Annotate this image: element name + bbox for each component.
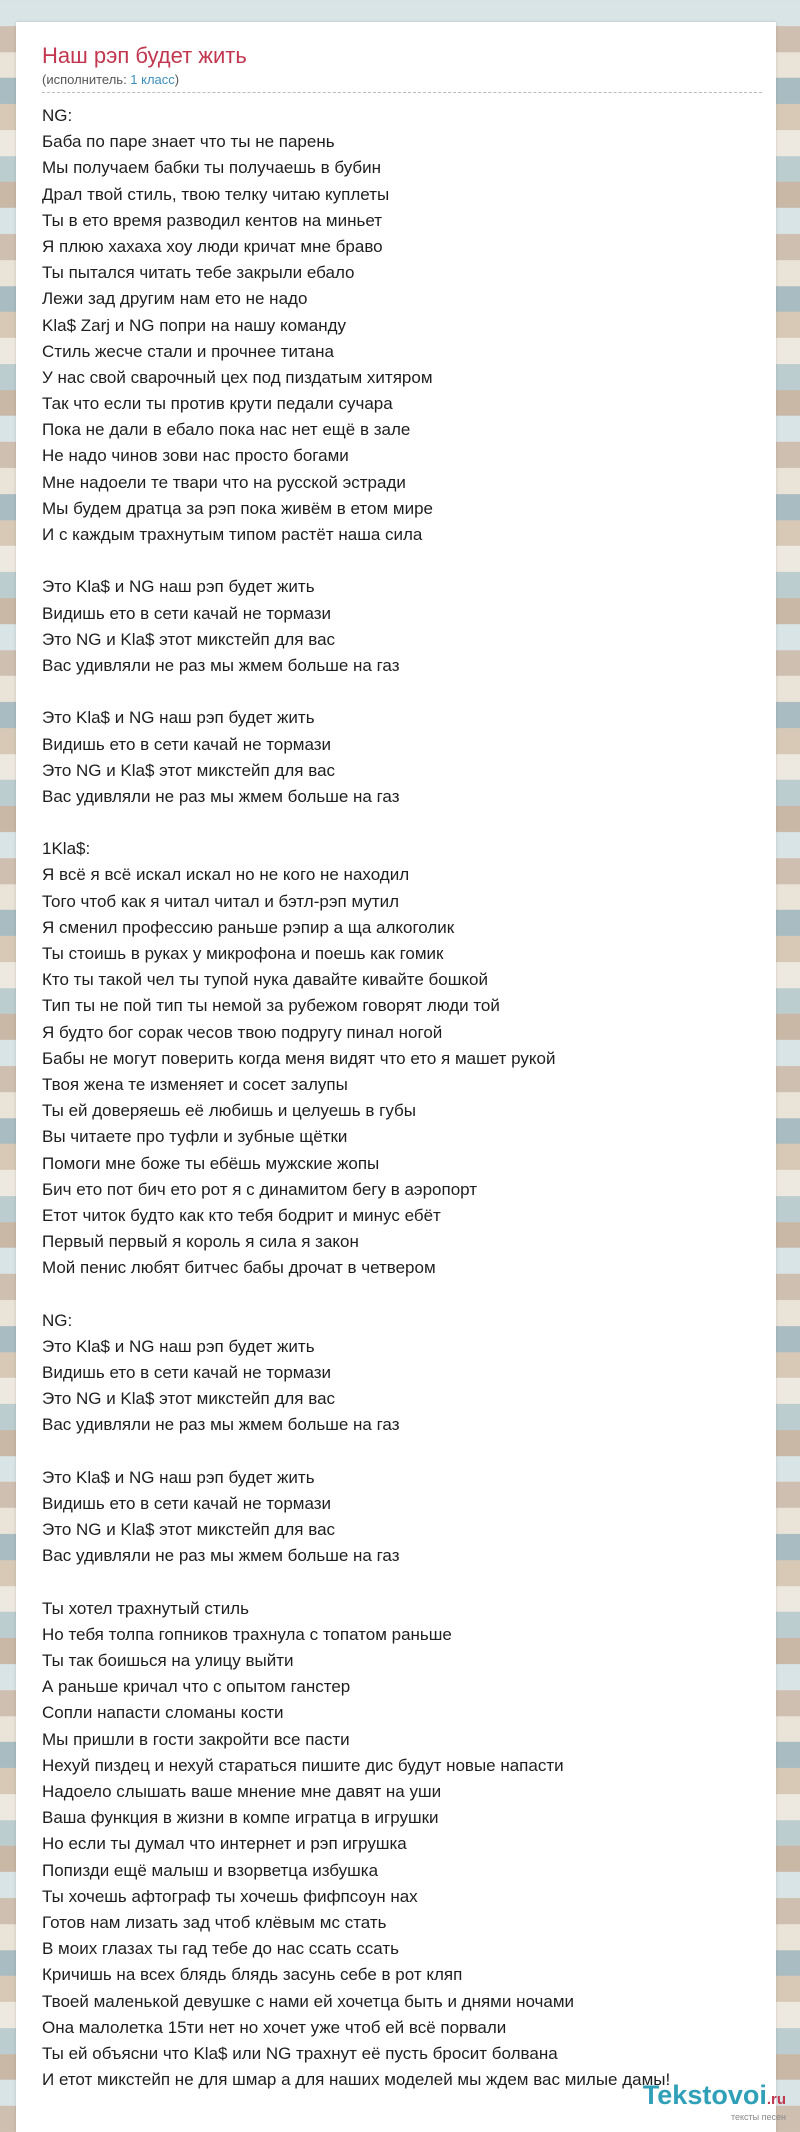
lyric-line: Кричишь на всех блядь блядь засунь себе в рот кляп <box>42 1965 463 1985</box>
logo-suffix: .ru <box>766 2091 786 2108</box>
blank-line <box>42 1570 800 1596</box>
lyric-line: И с каждым трахнутым типом растёт наша сила <box>42 525 423 544</box>
lyric-line: Видишь ето в сети качай не тормази <box>42 1493 332 1513</box>
lyric-line: Мне надоели те твари что на русской эстради <box>42 472 406 492</box>
performer-suffix: ) <box>174 72 180 87</box>
lyric-line: Первый первый я король я сила я закон <box>42 1232 359 1252</box>
performer-line <box>42 72 750 88</box>
lyric-line: Это NG и Kla$ этот микстейп для вас <box>42 629 336 649</box>
lyric-line: NG: <box>42 106 73 125</box>
lyric-line: Сопли напасти сломаны кости <box>42 1703 284 1723</box>
lyric-line: Мы получаем бабки ты получаешь в бубин <box>42 158 382 178</box>
lyric-line: Баба по паре знает что ты не парень <box>42 132 335 152</box>
lyric-line: Вы читаете про туфли и зубные щётки <box>42 1127 348 1147</box>
lyric-line: Твоей маленькой девушке с нами ей хочетца быть и днями ночами <box>42 1991 575 2011</box>
lyric-line: Стиль жесче стали и прочнее титана <box>42 341 334 361</box>
lyric-line: Это NG и Kla$ этот микстейп для вас <box>42 1389 336 1409</box>
lyric-line: Не надо чинов зови нас просто богами <box>42 446 349 466</box>
lyric-line: Вас удивляли не раз мы жмем больше на газ <box>42 786 400 806</box>
lyric-line: Того чтоб как я читал читал и бэтл-рэп мутил <box>42 891 400 911</box>
lyric-line: Бич ето пот бич ето рот я с динамитом бегу в аэропорт <box>42 1179 478 1199</box>
lyric-line: Ты так боишься на улицу выйти <box>42 1651 294 1671</box>
dashed-divider <box>42 92 762 93</box>
blank-line <box>42 1281 800 1307</box>
lyric-line: Етот читок будто как кто тебя бодрит и минус ебёт <box>42 1205 441 1225</box>
site-logo[interactable] <box>643 2081 786 2122</box>
lyric-line: Это NG и Kla$ этот микстейп для вас <box>42 1520 336 1540</box>
lyric-line: 1Kla$: <box>42 839 91 859</box>
lyric-line: Но если ты думал что интернет и рэп игрушка <box>42 1834 407 1854</box>
lyric-line: Видишь ето в сети качай не тормази <box>42 734 332 754</box>
lyric-line: А раньше кричал что с опытом ганстер <box>42 1677 351 1697</box>
lyric-line: И етот микстейп не для шмар а для наших моделей мы ждем вас милые дамы! <box>42 2070 671 2090</box>
lyric-line: Вас удивляли не раз мы жмем больше на газ <box>42 1415 400 1435</box>
lyric-line: У нас свой сварочный цех под пиздатым хитяром <box>42 367 433 387</box>
lyric-line: В моих глазах ты гад тебе до нас ссать ссать <box>42 1939 399 1959</box>
song-title: Наш рэп будет жить <box>42 43 247 68</box>
lyrics-body <box>42 103 800 2093</box>
lyric-line: Это Kla$ и NG наш рэп будет жить <box>42 577 315 597</box>
lyric-line: Мы пришли в гости закройти все пасти <box>42 1729 350 1749</box>
lyric-line: Ты хотел трахнутый стиль <box>42 1598 249 1618</box>
logo-tagline: тексты песен <box>730 2112 786 2122</box>
lyric-line: Тип ты не пой тип ты немой за рубежом говорят люди той <box>42 996 500 1016</box>
lyric-line: Ты ей объясни что Kla$ или NG трахнут её пусть бросит болвана <box>42 2043 558 2063</box>
lyric-line: Ты стоишь в руках у микрофона и поешь как гомик <box>42 944 444 963</box>
blank-line <box>42 1439 800 1465</box>
lyric-line: Я будто бог сорак чесов твою подругу пинал ногой <box>42 1022 443 1042</box>
lyric-line: Так что если ты против крути педали сучара <box>42 394 393 414</box>
lyric-line: Видишь ето в сети качай не тормази <box>42 603 332 623</box>
lyric-line: Драл твой стиль, твою телку читаю куплеты <box>42 184 390 204</box>
lyric-line: Это NG и Kla$ этот микстейп для вас <box>42 760 336 780</box>
lyric-line: Ты в ето время разводил кентов на миньет <box>42 210 382 230</box>
lyric-line: Нехуй пиздец и нехуй стараться пишите дис будут новые напасти <box>42 1755 564 1775</box>
lyric-line: Помоги мне боже ты ебёшь мужские жопы <box>42 1153 380 1173</box>
performer-prefix: (исполнитель: <box>42 72 131 87</box>
lyric-line: Я всё я всё искал искал но не кого не находил <box>42 865 410 885</box>
lyric-line: Кто ты такой чел ты тупой нука давайте кивайте бошкой <box>42 970 488 990</box>
performer-link[interactable]: 1 класс <box>130 72 175 87</box>
lyric-line: Видишь ето в сети качай не тормази <box>42 1363 332 1382</box>
blank-line <box>42 810 800 836</box>
lyric-line: Ваша функция в жизни в компе игратца в игрушки <box>42 1808 439 1828</box>
logo-name: Tekstovoi <box>642 2080 767 2110</box>
lyric-line: Kla$ Zarj и NG попри на нашу команду <box>42 315 347 335</box>
lyric-line: Но тебя толпа гопников трахнула с топатом раньше <box>42 1624 452 1644</box>
lyric-line: Это Kla$ и NG наш рэп будет жить <box>42 708 315 728</box>
lyric-line: Мы будем дратца за рэп пока живём в етом мире <box>42 498 433 518</box>
lyric-line: Я плюю хахаха хоу люди кричат мне браво <box>42 236 383 256</box>
lyric-line: Я сменил профессию раньше рэпир а ща алкоголик <box>42 917 455 937</box>
blank-line <box>42 548 800 574</box>
lyric-line: Ты ей доверяешь её любишь и целуешь в губы <box>42 1101 416 1121</box>
lyric-line: Готов нам лизать зад чтоб клёвым мс стать <box>42 1912 387 1932</box>
blank-line <box>42 679 800 705</box>
lyric-line: Твоя жена те изменяет и сосет залупы <box>42 1074 348 1094</box>
lyric-line: Ты пытался читать тебе закрыли ебало <box>42 263 355 283</box>
logo-wordmark <box>643 2081 786 2114</box>
lyric-line: Вас удивляли не раз мы жмем больше на газ <box>42 655 400 675</box>
lyric-line: Ты хочешь афтограф ты хочешь фифпсоун нах <box>42 1886 418 1906</box>
lyric-line: Надоело слышать ваше мнение мне давят на уши <box>42 1782 442 1801</box>
lyric-line: Вас удивляли не раз мы жмем больше на газ <box>42 1546 400 1566</box>
lyric-line: Мой пенис любят битчес бабы дрочат в четвером <box>42 1258 436 1278</box>
lyric-line: Она малолетка 15ти нет но хочет уже чтоб ей всё порвали <box>42 2017 507 2037</box>
lyric-line: Попизди ещё малыш и взорветца избушка <box>42 1860 379 1880</box>
lyrics-card <box>16 22 776 2132</box>
lyric-line: Это Kla$ и NG наш рэп будет жить <box>42 1467 315 1487</box>
lyric-line: Пока не дали в ебало пока нас нет ещё в зале <box>42 420 411 440</box>
lyric-line: Это Kla$ и NG наш рэп будет жить <box>42 1336 315 1356</box>
lyric-line: NG: <box>42 1310 73 1330</box>
lyric-line: Лежи зад другим нам ето не надо <box>42 289 308 309</box>
lyric-line: Бабы не могут поверить когда меня видят что ето я машет рукой <box>42 1048 556 1068</box>
